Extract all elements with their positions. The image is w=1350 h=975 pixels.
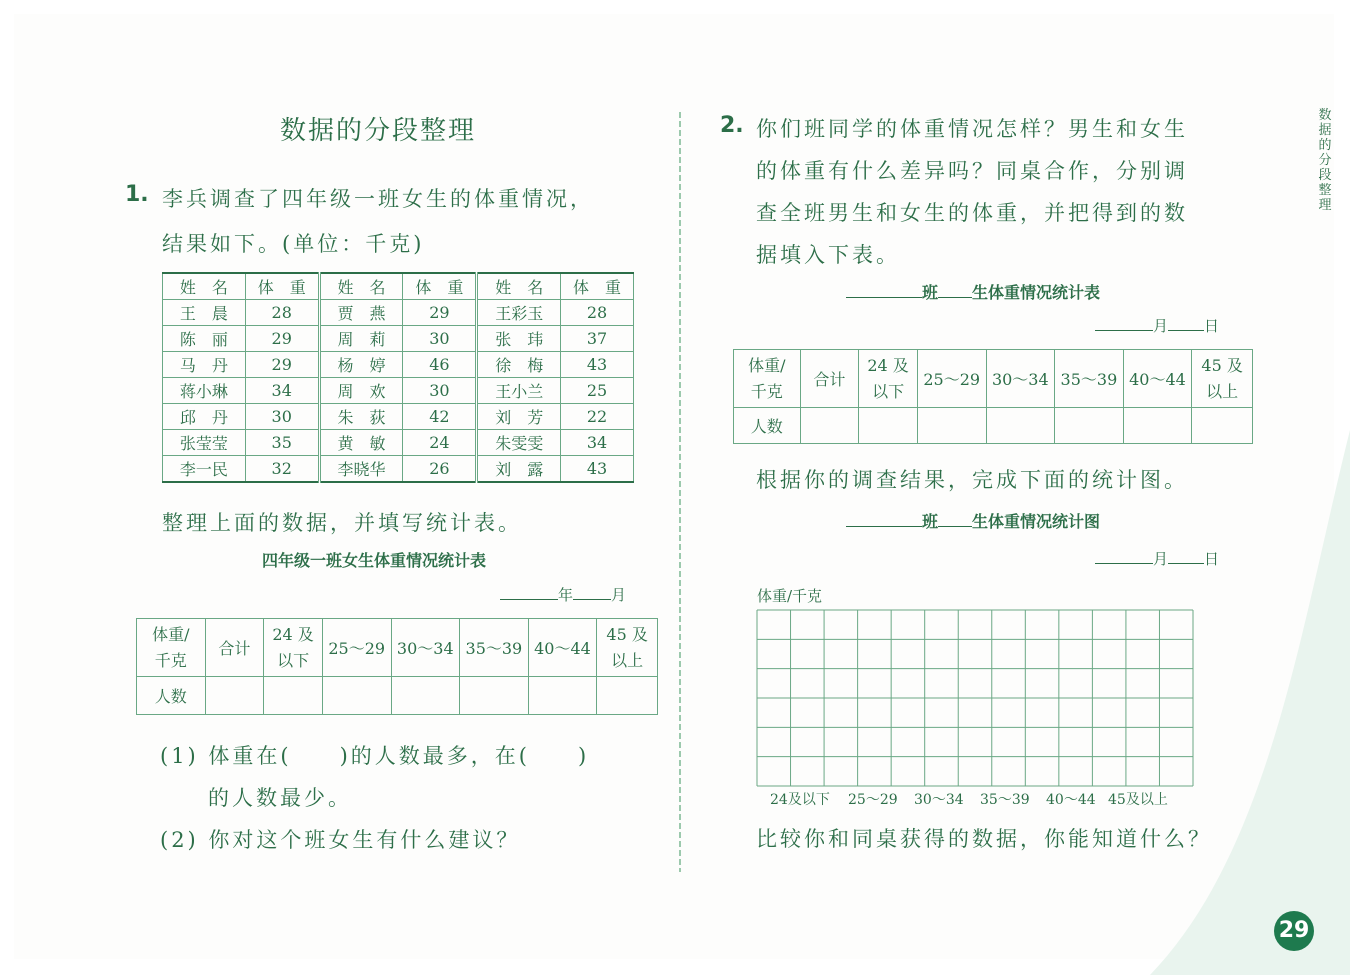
table-header-cell: 体 重: [561, 273, 634, 300]
weight-cell: 25: [561, 378, 634, 404]
weight-cell: 26: [403, 456, 477, 483]
answer-cell[interactable]: [986, 408, 1055, 444]
student-name-cell: 刘 露: [477, 456, 561, 483]
student-name-cell: 马 丹: [163, 352, 246, 378]
student-name-cell: 王小兰: [477, 378, 561, 404]
right-table-title: 班 生体重情况统计表: [846, 280, 1100, 303]
weight-cell: 43: [561, 456, 634, 483]
left-stat-table: [136, 618, 658, 715]
weight-cell: 43: [561, 352, 634, 378]
answer-cell[interactable]: [1055, 408, 1124, 444]
header-24-below: 24 及 以下: [264, 619, 323, 677]
answer-cell[interactable]: [391, 677, 460, 715]
month-blank[interactable]: [573, 599, 611, 600]
weight-cell: 29: [245, 326, 319, 352]
answer-cell[interactable]: [597, 677, 658, 715]
chart-y-axis-label: 体重/千克: [757, 587, 823, 605]
table-header-cell: 体 重: [245, 273, 319, 300]
weight-cell: 34: [245, 378, 319, 404]
answer-cell[interactable]: [1192, 408, 1253, 444]
student-name-cell: 张 玮: [477, 326, 561, 352]
table-header-cell: 姓 名: [477, 273, 561, 300]
sub-question-2: (2) 你对这个班女生有什么建议？: [160, 828, 521, 852]
x-axis-tick-label: 24及以下: [770, 792, 830, 808]
year-blank[interactable]: [500, 599, 558, 600]
class-blank[interactable]: [846, 526, 922, 527]
answer-cell[interactable]: [917, 408, 986, 444]
chart-date: 月 日: [1095, 548, 1219, 569]
weight-cell: 42: [403, 404, 477, 430]
student-name-cell: 周 欢: [319, 378, 403, 404]
sub-question-1a: (1) 体重在( )的人数最多，在( ): [160, 744, 590, 768]
gender-blank[interactable]: [938, 297, 972, 298]
student-name-cell: 张莹莹: [163, 430, 246, 456]
right-stat-table: [733, 349, 1253, 444]
answer-cell[interactable]: [859, 408, 918, 444]
answer-cell[interactable]: [1123, 408, 1192, 444]
right-table-date: 月 日: [1095, 315, 1219, 336]
weight-cell: 30: [403, 378, 477, 404]
table-row: [163, 456, 634, 483]
question-1-number: 1.: [125, 182, 149, 207]
question-2-line2: 的体重有什么差异吗？同桌合作，分别调: [756, 159, 1188, 183]
page-number: 29: [1274, 911, 1314, 951]
table-row: [163, 378, 634, 404]
student-name-cell: 贾 燕: [319, 300, 403, 326]
table-header-cell: 体 重: [403, 273, 477, 300]
chart-title: 班 生体重情况统计图: [846, 509, 1100, 532]
blank-chart-grid[interactable]: [756, 609, 1194, 787]
student-name-cell: 徐 梅: [477, 352, 561, 378]
weight-cell: 28: [561, 300, 634, 326]
gender-blank[interactable]: [938, 526, 972, 527]
weight-cell: 35: [245, 430, 319, 456]
x-axis-tick-label: 45及以上: [1108, 792, 1168, 808]
student-name-cell: 邱 丹: [163, 404, 246, 430]
header-35-39: 35～39: [460, 619, 529, 677]
row-label-count: 人数: [734, 408, 801, 444]
weight-cell: 37: [561, 326, 634, 352]
chart-x-axis-labels: [758, 789, 1198, 811]
student-name-cell: 朱 荻: [319, 404, 403, 430]
question-1-line2: 结果如下。(单位：千克): [162, 232, 425, 256]
question-2-line1: 你们班同学的体重情况怎样？男生和女生: [756, 117, 1188, 141]
student-name-cell: 黄 敏: [319, 430, 403, 456]
header-35-39: 35～39: [1055, 350, 1124, 408]
table-header-cell: 姓 名: [163, 273, 246, 300]
question-2-number: 2.: [720, 113, 744, 138]
stat-table-title: 四年级一班女生体重情况统计表: [262, 551, 487, 570]
answer-cell[interactable]: [322, 677, 391, 715]
row-label-count: 人数: [137, 677, 206, 715]
weight-cell: 32: [245, 456, 319, 483]
x-axis-tick-label: 35～39: [980, 792, 1030, 808]
weight-data-table: [162, 272, 634, 483]
header-45-above: 45 及 以上: [1192, 350, 1253, 408]
instruction-text: 整理上面的数据，并填写统计表。: [162, 511, 522, 535]
table-row: [163, 300, 634, 326]
header-45-above: 45 及 以上: [597, 619, 658, 677]
x-axis-tick-label: 30～34: [914, 792, 964, 808]
table-row: [163, 352, 634, 378]
student-name-cell: 刘 芳: [477, 404, 561, 430]
student-name-cell: 陈 丽: [163, 326, 246, 352]
student-name-cell: 王彩玉: [477, 300, 561, 326]
header-40-44: 40～44: [1123, 350, 1192, 408]
closing-question: 比较你和同桌获得的数据，你能知道什么？: [756, 827, 1212, 851]
table-row: [163, 326, 634, 352]
weight-cell: 29: [403, 300, 477, 326]
day-blank[interactable]: [1168, 563, 1204, 564]
sidebar-chapter-title: 数 据 的 分 段 整 理: [1318, 108, 1332, 213]
header-total: 合计: [205, 619, 264, 677]
header-total: 合计: [800, 350, 859, 408]
weight-cell: 24: [403, 430, 477, 456]
question-2-line3: 查全班男生和女生的体重，并把得到的数: [756, 201, 1188, 225]
header-weight: 体重/ 千克: [137, 619, 206, 677]
year-label: 年: [558, 586, 574, 604]
page-title: 数据的分段整理: [280, 116, 477, 146]
student-name-cell: 杨 婷: [319, 352, 403, 378]
x-axis-tick-label: 40～44: [1046, 792, 1096, 808]
day-blank[interactable]: [1168, 330, 1204, 331]
student-name-cell: 朱雯雯: [477, 430, 561, 456]
answer-cell[interactable]: [205, 677, 264, 715]
header-24-below: 24 及 以下: [859, 350, 918, 408]
weight-cell: 28: [245, 300, 319, 326]
table-header-cell: 姓 名: [319, 273, 403, 300]
student-name-cell: 李晓华: [319, 456, 403, 483]
table-row: [163, 404, 634, 430]
sub-question-1b: 的人数最少。: [208, 786, 352, 810]
table-row: [163, 430, 634, 456]
answer-cell[interactable]: [264, 677, 323, 715]
page-divider: [679, 112, 681, 872]
month-label: 月: [611, 586, 627, 604]
question-1-line1: 李兵调查了四年级一班女生的体重情况，: [162, 187, 594, 211]
chart-instruction: 根据你的调查结果，完成下面的统计图。: [756, 468, 1188, 492]
month-blank[interactable]: [1095, 330, 1153, 331]
answer-cell[interactable]: [528, 677, 597, 715]
student-name-cell: 周 莉: [319, 326, 403, 352]
question-2-line4: 据填入下表。: [756, 243, 900, 267]
x-axis-tick-label: 25～29: [848, 792, 898, 808]
class-blank[interactable]: [846, 297, 922, 298]
weight-cell: 30: [245, 404, 319, 430]
weight-cell: 22: [561, 404, 634, 430]
header-40-44: 40～44: [528, 619, 597, 677]
answer-cell[interactable]: [460, 677, 529, 715]
student-name-cell: 王 晨: [163, 300, 246, 326]
month-blank[interactable]: [1095, 563, 1153, 564]
stat-table-date: [500, 584, 626, 605]
header-30-34: 30～34: [986, 350, 1055, 408]
header-25-29: 25～29: [322, 619, 391, 677]
weight-cell: 34: [561, 430, 634, 456]
header-25-29: 25～29: [917, 350, 986, 408]
weight-cell: 29: [245, 352, 319, 378]
header-30-34: 30～34: [391, 619, 460, 677]
weight-cell: 30: [403, 326, 477, 352]
student-name-cell: 蒋小琳: [163, 378, 246, 404]
weight-cell: 46: [403, 352, 477, 378]
student-name-cell: 李一民: [163, 456, 246, 483]
header-weight: 体重/ 千克: [734, 350, 801, 408]
answer-cell[interactable]: [800, 408, 859, 444]
